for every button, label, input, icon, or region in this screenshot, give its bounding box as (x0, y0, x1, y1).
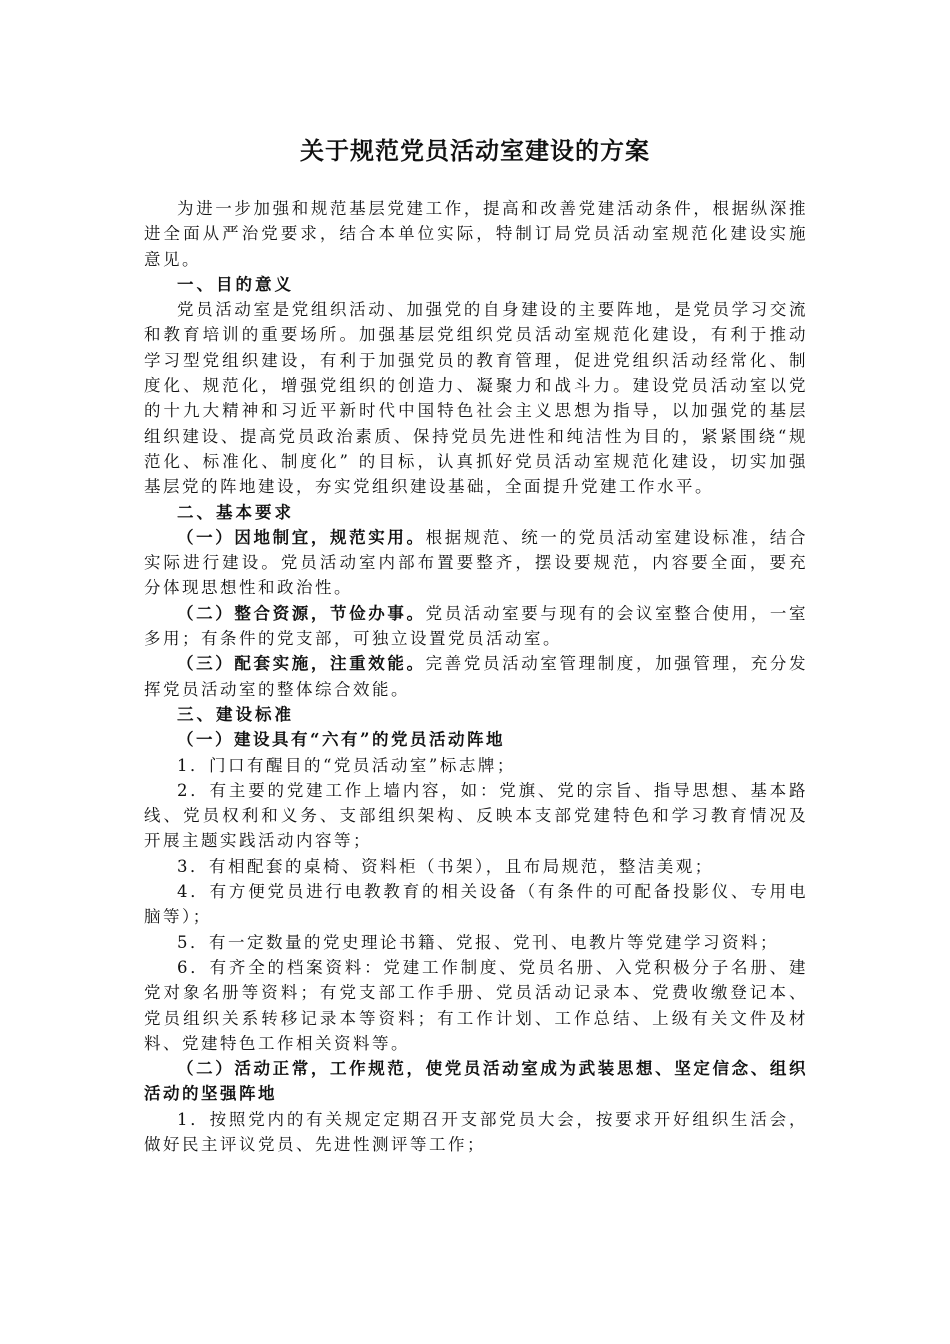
requirement-1-text: 根据规范、统一的党员活动室建设标准，结合实际进行建设。党员活动室内部布置要整齐，摆设要规范，内容要全面，要充分体现思想性和政治性。 (144, 527, 808, 598)
document-body (144, 196, 808, 1157)
standards-subheading-1: （一）建设具有“六有”的党员活动阵地 (177, 730, 505, 750)
purpose-paragraph: 党员活动室是党组织活动、加强党的自身建设的主要阵地，是党员学习交流和教育培训的重要场所。加强基层党组织党员活动室规范化建设，有利于推动学习型党组织建设，有利于加强党员的教育管理，促进党组织活动经常化、制度化、规范化，增强党组织的创造力、凝聚力和战斗力。建设党员活动室以党的十九大精神和习近平新时代中国特色社会主义思想为指导，以加强党的基层组织建设、提高党员政治素质、保持党员先进性和纯洁性为目的，紧紧围绕“规范化、标准化、制度化” 的目标，认真抓好党员活动室规范化建设，切实加强基层党的阵地建设，夯实党组织建设基础，全面提升党建工作水平。 (144, 300, 808, 497)
standards-item-2: 2．有主要的党建工作上墙内容，如：党旗、党的宗旨、指导思想、基本路线、党员权利和义务、支部组织架构、反映本支部党建特色和学习教育情况及开展主题实践活动内容等； (144, 780, 808, 851)
requirement-1-title: （一）因地制宜，规范实用。 (177, 527, 426, 547)
requirement-paragraph-2 (144, 601, 808, 652)
requirement-2-title: （二）整合资源，节俭办事。 (177, 603, 426, 623)
standards-item-6: 6．有齐全的档案资料：党建工作制度、党员名册、入党积极分子名册、建党对象名册等资料；有党支部工作手册、党员活动记录本、党费收缴登记本、党员组织关系转移记录本等资料；有工作计划、工作总结、上级有关文件及材料、党建特色工作相关资料等。 (144, 957, 808, 1053)
requirement-3-title: （三）配套实施，注重效能。 (177, 654, 426, 674)
standards-subheading-2: （二）活动正常，工作规范，使党员活动室成为武装思想、坚定信念、组织活动的坚强阵地 (144, 1059, 808, 1104)
requirement-3-text: 完善党员活动室管理制度，加强管理，充分发挥党员活动室的整体综合效能。 (144, 654, 808, 699)
section-heading-purpose: 一、目的意义 (177, 274, 294, 294)
section-heading-standards: 三、建设标准 (177, 704, 294, 724)
document-title: 关于规范党员活动室建设的方案 (300, 136, 650, 165)
requirement-paragraph-3 (144, 651, 808, 702)
standards-item-1: 1．门口有醒目的“党员活动室”标志牌； (177, 755, 516, 775)
standards-item-5: 5．有一定数量的党史理论书籍、党报、党刊、电教片等党建学习资料； (177, 932, 779, 952)
requirement-paragraph-1 (144, 525, 808, 601)
intro-paragraph: 为进一步加强和规范基层党建工作，提高和改善党建活动条件，根据纵深推进全面从严治党要求，结合本单位实际，特制订局党员活动室规范化建设实施意见。 (144, 199, 808, 269)
requirement-2-text: 党员活动室要与现有的会议室整合使用，一室多用；有条件的党支部，可独立设置党员活动室。 (144, 603, 808, 649)
section-heading-requirements: 二、基本要求 (177, 502, 294, 522)
standards-item-3: 3．有相配套的桌椅、资料柜（书架），且布局规范，整洁美观； (177, 856, 714, 876)
standards-sub2-item-1: 1．按照党内的有关规定定期召开支部党员大会，按要求开好组织生活会，做好民主评议党员、先进性测评等工作； (144, 1109, 808, 1154)
standards-item-4: 4．有方便党员进行电教教育的相关设备（有条件的可配备投影仪、专用电脑等）； (144, 882, 808, 927)
